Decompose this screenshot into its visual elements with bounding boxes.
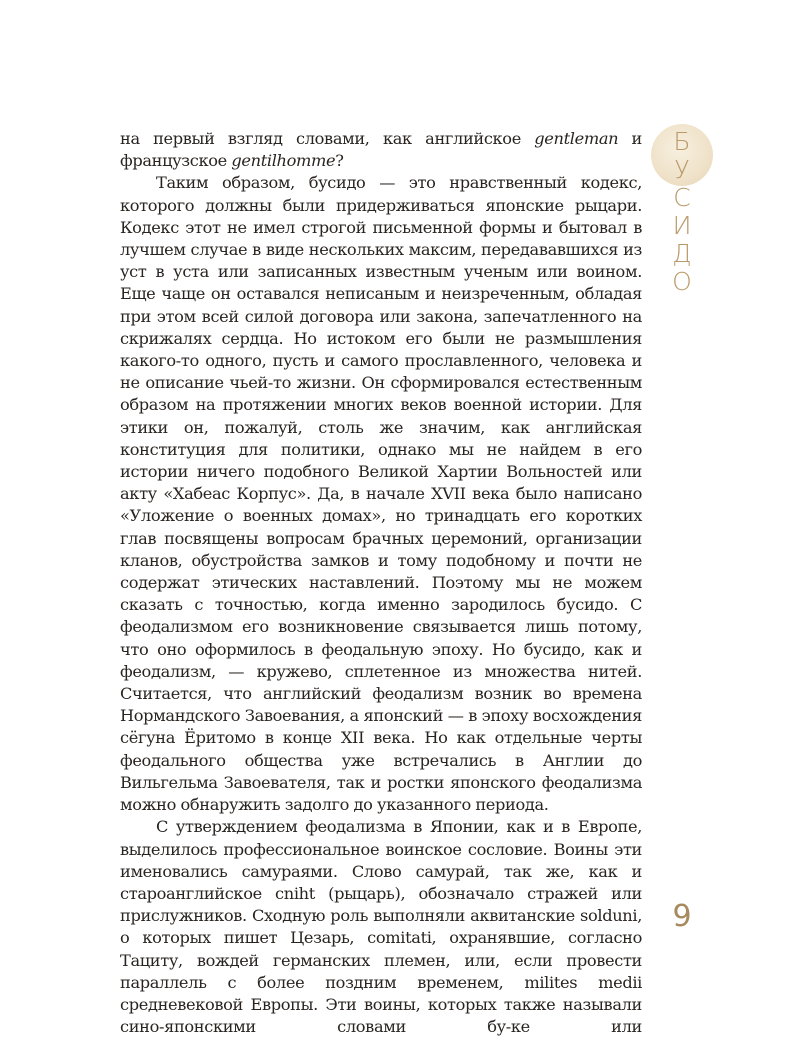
- paragraph-2: Таким образом, бусидо — это нравственный кодекс, которого должны были придерживаться японские рыцари. Кодекс этот не имел строгой письменной формы и бытовал в лучшем случае в виде нескольких максим, передававшихся из уст в уста или записанных известным ученым или воином. Еще чаще он оставался неписаным и неизреченным, обладая при этом всей силой договора или закона, запечатленного на скрижалях сердца. Но истоком его были не размышления какого-то одного, пусть и самого прославленного, человека и не описание чьей-то жизни. Он сформировался естественным образом на протяжении многих веков военной истории. Для этики он, пожалуй, столь же значим, как английская конституция для политики, однако мы не найдем в его истории ничего подобного Великой Хартии Вольностей или акту «Хабеас Корпус». Да, в начале XVII века было написано «Уложение о военных домах», но тринадцать его коротких глав посвящены вопросам брачных церемоний, организации кланов, обустройства замков и тому подобному и почти не содержат этических наставлений. Поэтому мы не можем сказать с точностью, когда именно зародилось бусидо. С феодализмом его возникновение связывается лишь потому, что оно оформилось в феодальную эпоху. Но бусидо, как и феодализм, — кружево, сплетенное из множества нитей. Считается, что английский феодализм возник во времена Нормандского Завоевания, а японский — в эпоху восхождения сёгуна Ёритомо в конце XII века. Но как отдельные черты феодального общества уже встречались в Англии до Вильгельма Завоевателя, так и ростки японского феодализма можно обнаружить задолго до указанного периода.: [120, 173, 642, 815]
- paragraph-3: С утверждением феодализма в Японии, как и в Европе, выделилось профессиональное воинское сословие. Воины эти именовались самураями. Слово самурай, так же, как и староанглийское cniht (рыцарь), обозначало стражей или прислужников. Сходную роль выполняли аквитанские solduni, о которых пишет Цезарь, comitati, охранявшие, согласно Тациту, вождей германских племен, или, если провести параллель с более поздним временем, milites medii средневековой Европы. Эти воины, которых также называли сино-японскими словами бу-ке или: [120, 817, 642, 1037]
- paragraph-1: на первый взгляд словами, как английское gentleman и французское gentilhomme?: [120, 129, 642, 171]
- italic-term: gentleman: [534, 129, 619, 148]
- title-letter: И: [672, 211, 692, 240]
- title-letter: С: [673, 183, 691, 212]
- title-letter: У: [674, 155, 690, 184]
- page-number: 9: [672, 899, 692, 934]
- italic-term: gentilhomme: [231, 151, 336, 171]
- title-letter: Д: [672, 239, 692, 268]
- title-letter: Б: [673, 127, 691, 156]
- body-text: [120, 128, 642, 1038]
- vertical-book-title: [643, 128, 721, 296]
- title-letter: О: [672, 267, 692, 296]
